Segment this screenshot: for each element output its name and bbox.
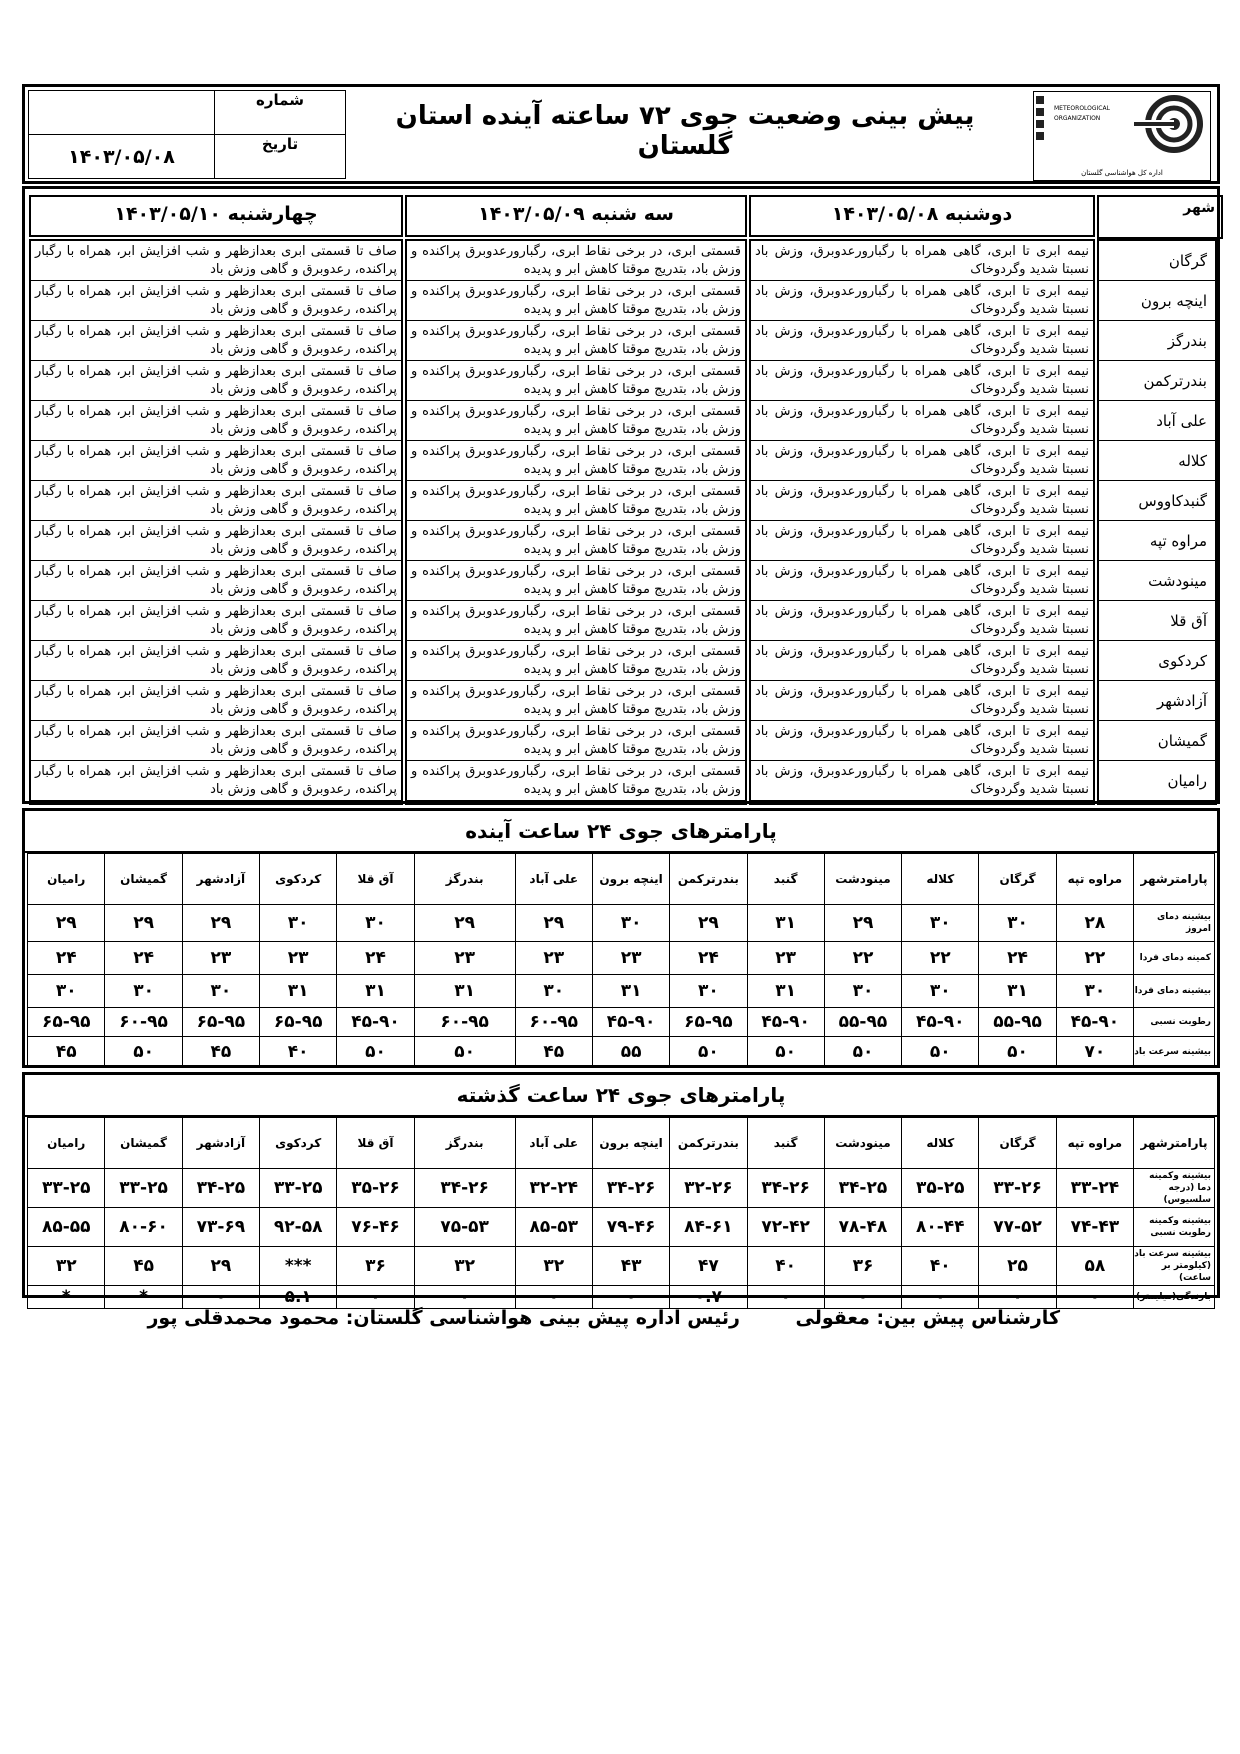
forecast-text: نیمه ابری تا ابری، گاهی همراه با رگبارورعدوبرق، وزش باد نسبتا شدید وگردوخاک bbox=[751, 321, 1093, 361]
forecast-text: نیمه ابری تا ابری، گاهی همراه با رگبارورعدوبرق، وزش باد نسبتا شدید وگردوخاک bbox=[751, 521, 1093, 561]
param-value: ۴۵ bbox=[105, 1247, 182, 1286]
param-value: ۳۰ bbox=[28, 975, 105, 1008]
param-value: ۲۴ bbox=[337, 942, 414, 975]
param-city-header: گمیشان bbox=[105, 854, 182, 905]
forecast-text: قسمتی ابری، در برخی نقاط ابری، رگبارورعدوبرق پراکنده و وزش باد، بتدریج موقتا کاهش ابر و پدیده bbox=[407, 721, 745, 761]
param-value: ۶۰-۹۵ bbox=[515, 1008, 592, 1037]
city-column bbox=[1097, 239, 1217, 805]
forecast-text: صاف تا قسمتی ابری بعدازظهر و شب افزایش ابر، همراه با رگبار پراکنده، رعدوبرق و گاهی وزش باد bbox=[31, 601, 401, 641]
param-value: ۰ bbox=[902, 1286, 979, 1309]
param-value: ۲۴ bbox=[979, 942, 1056, 975]
forecast-column-wednesday bbox=[29, 239, 403, 805]
organization-logo bbox=[1033, 91, 1211, 181]
param-value: ۳۰ bbox=[902, 905, 979, 942]
forecast-column-monday bbox=[749, 239, 1095, 805]
city-name: اینچه برون bbox=[1099, 281, 1215, 321]
param-value: ۷۴-۴۳ bbox=[1056, 1208, 1133, 1247]
forecast-text: قسمتی ابری، در برخی نقاط ابری، رگبارورعدوبرق پراکنده و وزش باد، بتدریج موقتا کاهش ابر و پدیده bbox=[407, 561, 745, 601]
param-row-label: بیشینه سرعت باد bbox=[1134, 1037, 1215, 1068]
param-value: ۶۵-۹۵ bbox=[182, 1008, 259, 1037]
chief-signature: رئیس اداره پیش بینی هواشناسی گلستان: محمود محمدقلی پور bbox=[147, 1307, 740, 1329]
past24-section bbox=[22, 1072, 1220, 1307]
param-row bbox=[28, 1169, 1215, 1208]
param-value: ۰ bbox=[515, 1286, 592, 1309]
param-value: ۹۲-۵۸ bbox=[260, 1208, 337, 1247]
forecast-text: صاف تا قسمتی ابری بعدازظهر و شب افزایش ابر، همراه با رگبار پراکنده، رعدوبرق و گاهی وزش باد bbox=[31, 561, 401, 601]
param-value: ۳۱ bbox=[337, 975, 414, 1008]
param-value: ۵۰ bbox=[747, 1037, 824, 1068]
param-value: ۷۲-۴۲ bbox=[747, 1208, 824, 1247]
param-value: ۲۲ bbox=[902, 942, 979, 975]
forecast-text: صاف تا قسمتی ابری بعدازظهر و شب افزایش ابر، همراه با رگبار پراکنده، رعدوبرق و گاهی وزش باد bbox=[31, 441, 401, 481]
param-value: ۴۰ bbox=[260, 1037, 337, 1068]
param-value: ۲۳ bbox=[747, 942, 824, 975]
forecast-text: نیمه ابری تا ابری، گاهی همراه با رگبارورعدوبرق، وزش باد نسبتا شدید وگردوخاک bbox=[751, 561, 1093, 601]
param-row bbox=[28, 1208, 1215, 1247]
param-value: ۷۹-۴۶ bbox=[592, 1208, 669, 1247]
param-row bbox=[28, 975, 1215, 1008]
param-row-label: بیشینه وکمینه دما (درجه سلسیوس) bbox=[1134, 1169, 1215, 1208]
forecast-text: قسمتی ابری، در برخی نقاط ابری، رگبارورعدوبرق پراکنده و وزش باد، بتدریج موقتا کاهش ابر و پدیده bbox=[407, 761, 745, 801]
param-value: ۲۴ bbox=[670, 942, 747, 975]
param-value: ۳۰ bbox=[182, 975, 259, 1008]
param-city-header: کلاله bbox=[902, 1118, 979, 1169]
param-city-header: مینودشت bbox=[824, 854, 901, 905]
city-name: گمیشان bbox=[1099, 721, 1215, 761]
param-value: ۳۱ bbox=[414, 975, 515, 1008]
param-value: ۴۵-۹۰ bbox=[1056, 1008, 1133, 1037]
param-value: ۳۴-۲۵ bbox=[182, 1169, 259, 1208]
param-value: ۵۰ bbox=[902, 1037, 979, 1068]
param-value: ۷۳-۶۹ bbox=[182, 1208, 259, 1247]
date-label: تاریخ bbox=[215, 135, 346, 179]
next24-table bbox=[27, 853, 1215, 1068]
param-value: ۳۶ bbox=[337, 1247, 414, 1286]
param-value: ۲۸ bbox=[1056, 905, 1133, 942]
param-city-header: گرگان bbox=[979, 854, 1056, 905]
param-city-header: گنبد bbox=[747, 854, 824, 905]
param-value: ۷۵-۵۳ bbox=[414, 1208, 515, 1247]
param-value: ۳۱ bbox=[260, 975, 337, 1008]
param-city-header: بندرترکمن bbox=[670, 1118, 747, 1169]
param-value: ۰ bbox=[337, 1286, 414, 1309]
param-value: ۴۵-۹۰ bbox=[592, 1008, 669, 1037]
forecast-text: صاف تا قسمتی ابری بعدازظهر و شب افزایش ابر، همراه با رگبار پراکنده، رعدوبرق و گاهی وزش باد bbox=[31, 361, 401, 401]
param-row-label: بیشینه دمای فردا bbox=[1134, 975, 1215, 1008]
city-name: آق قلا bbox=[1099, 601, 1215, 641]
forecast-text: صاف تا قسمتی ابری بعدازظهر و شب افزایش ابر، همراه با رگبار پراکنده، رعدوبرق و گاهی وزش باد bbox=[31, 321, 401, 361]
param-city-header: کردکوی bbox=[260, 1118, 337, 1169]
param-value: ۲۳ bbox=[515, 942, 592, 975]
param-value: ۰ bbox=[414, 1286, 515, 1309]
param-city-header: آزادشهر bbox=[182, 1118, 259, 1169]
param-city-header: علی آباد bbox=[515, 854, 592, 905]
param-value: ۲۳ bbox=[414, 942, 515, 975]
param-value: ۶۰-۹۵ bbox=[105, 1008, 182, 1037]
city-name: بندرگز bbox=[1099, 321, 1215, 361]
param-value: ۴۰ bbox=[902, 1247, 979, 1286]
forecast-text: نیمه ابری تا ابری، گاهی همراه با رگبارورعدوبرق، وزش باد نسبتا شدید وگردوخاک bbox=[751, 281, 1093, 321]
param-row bbox=[28, 942, 1215, 975]
param-value: ۰ bbox=[1056, 1286, 1133, 1309]
param-value: * bbox=[28, 1286, 105, 1309]
param-row-label: بیشینه سرعت باد (کیلومتر بر ساعت) bbox=[1134, 1247, 1215, 1286]
param-value: ۰ bbox=[747, 1286, 824, 1309]
param-value: ۲۹ bbox=[824, 905, 901, 942]
param-value: ۴۰ bbox=[747, 1247, 824, 1286]
forecast-text: صاف تا قسمتی ابری بعدازظهر و شب افزایش ابر، همراه با رگبار پراکنده، رعدوبرق و گاهی وزش باد bbox=[31, 521, 401, 561]
number-label: شماره bbox=[215, 91, 346, 135]
param-value: ۳۳-۲۵ bbox=[260, 1169, 337, 1208]
param-value: ۵۰ bbox=[414, 1037, 515, 1068]
forecast-text: صاف تا قسمتی ابری بعدازظهر و شب افزایش ابر، همراه با رگبار پراکنده، رعدوبرق و گاهی وزش باد bbox=[31, 241, 401, 281]
city-name: کردکوی bbox=[1099, 641, 1215, 681]
param-value: ۰ bbox=[979, 1286, 1056, 1309]
param-value: ۳۲ bbox=[28, 1247, 105, 1286]
param-value: ۳۲ bbox=[515, 1247, 592, 1286]
day-header-wednesday: چهارشنبه ۱۴۰۳/۰۵/۱۰ bbox=[29, 195, 403, 237]
param-value: ۲۴ bbox=[105, 942, 182, 975]
param-value: ۶۵-۹۵ bbox=[28, 1008, 105, 1037]
param-city-header: مراوه تپه bbox=[1056, 854, 1133, 905]
param-value: ۷۷-۵۲ bbox=[979, 1208, 1056, 1247]
param-value: ۵۰ bbox=[337, 1037, 414, 1068]
forecast-text: نیمه ابری تا ابری، گاهی همراه با رگبارورعدوبرق، وزش باد نسبتا شدید وگردوخاک bbox=[751, 361, 1093, 401]
param-value: ۳۰ bbox=[824, 975, 901, 1008]
param-row bbox=[28, 1008, 1215, 1037]
param-value: ۵۰ bbox=[824, 1037, 901, 1068]
forecast-text: نیمه ابری تا ابری، گاهی همراه با رگبارورعدوبرق، وزش باد نسبتا شدید وگردوخاک bbox=[751, 401, 1093, 441]
param-row bbox=[28, 1247, 1215, 1286]
param-city-header: مراوه تپه bbox=[1056, 1118, 1133, 1169]
param-value: ۴۵ bbox=[28, 1037, 105, 1068]
city-name: گرگان bbox=[1099, 241, 1215, 281]
param-value: ۷۸-۴۸ bbox=[824, 1208, 901, 1247]
param-value: ۳۳-۲۶ bbox=[979, 1169, 1056, 1208]
forecast-text: نیمه ابری تا ابری، گاهی همراه با رگبارورعدوبرق، وزش باد نسبتا شدید وگردوخاک bbox=[751, 601, 1093, 641]
next24-title: پارامترهای جوی ۲۴ ساعت آینده bbox=[25, 811, 1217, 853]
param-value: ۳۵-۲۵ bbox=[902, 1169, 979, 1208]
param-city-header: کردکوی bbox=[260, 854, 337, 905]
param-value: ۰ bbox=[182, 1286, 259, 1309]
forecast-text: قسمتی ابری، در برخی نقاط ابری، رگبارورعدوبرق پراکنده و وزش باد، بتدریج موقتا کاهش ابر و پدیده bbox=[407, 441, 745, 481]
forecast-text: قسمتی ابری، در برخی نقاط ابری، رگبارورعدوبرق پراکنده و وزش باد، بتدریج موقتا کاهش ابر و پدیده bbox=[407, 321, 745, 361]
forecaster-signature: کارشناس پیش بین: معقولی bbox=[795, 1307, 1060, 1329]
date-value: ۱۴۰۳/۰۵/۰۸ bbox=[29, 135, 215, 179]
city-column-header: شهر bbox=[1097, 195, 1223, 239]
svg-text:ORGANIZATION: ORGANIZATION bbox=[1054, 115, 1101, 122]
param-value: ۳۱ bbox=[747, 975, 824, 1008]
forecast-text: نیمه ابری تا ابری، گاهی همراه با رگبارورعدوبرق، وزش باد نسبتا شدید وگردوخاک bbox=[751, 721, 1093, 761]
param-value: ۳۰ bbox=[592, 905, 669, 942]
param-value: ۳۴-۲۶ bbox=[747, 1169, 824, 1208]
forecast-text: نیمه ابری تا ابری، گاهی همراه با رگبارورعدوبرق، وزش باد نسبتا شدید وگردوخاک bbox=[751, 241, 1093, 281]
meteorology-logo-icon bbox=[1034, 92, 1210, 162]
param-value: ۳۰ bbox=[105, 975, 182, 1008]
param-value: ۲۳ bbox=[260, 942, 337, 975]
param-value: ۷۰ bbox=[1056, 1037, 1133, 1068]
forecast-text: صاف تا قسمتی ابری بعدازظهر و شب افزایش ابر، همراه با رگبار پراکنده، رعدوبرق و گاهی وزش باد bbox=[31, 481, 401, 521]
param-value: ۲۳ bbox=[592, 942, 669, 975]
city-name: کلاله bbox=[1099, 441, 1215, 481]
param-row-label: رطوبت نسبی bbox=[1134, 1008, 1215, 1037]
param-value: ۴۵ bbox=[182, 1037, 259, 1068]
forecast-text: صاف تا قسمتی ابری بعدازظهر و شب افزایش ابر، همراه با رگبار پراکنده، رعدوبرق و گاهی وزش باد bbox=[31, 401, 401, 441]
param-city-header: علی آباد bbox=[515, 1118, 592, 1169]
param-value: *** bbox=[260, 1247, 337, 1286]
param-row bbox=[28, 1037, 1215, 1068]
param-city-header: اینچه برون bbox=[592, 854, 669, 905]
param-corner-header: پارامترشهر bbox=[1134, 854, 1215, 905]
header bbox=[22, 84, 1220, 184]
param-value: ۰.۷ bbox=[670, 1286, 747, 1309]
param-value: ۲۲ bbox=[824, 942, 901, 975]
param-row-label: بارندگی(میلیمتر) bbox=[1134, 1286, 1215, 1309]
param-value: ۲۲ bbox=[1056, 942, 1133, 975]
param-row-label: بیشینه دمای امروز bbox=[1134, 905, 1215, 942]
city-name: مراوه تپه bbox=[1099, 521, 1215, 561]
param-value: ۶۵-۹۵ bbox=[670, 1008, 747, 1037]
param-value: ۴۵-۹۰ bbox=[747, 1008, 824, 1037]
number-value bbox=[29, 91, 215, 135]
param-value: ۶۰-۹۵ bbox=[414, 1008, 515, 1037]
param-value: ۸۰-۶۰ bbox=[105, 1208, 182, 1247]
param-value: ۳۰ bbox=[670, 975, 747, 1008]
param-value: ۳۳-۲۵ bbox=[28, 1169, 105, 1208]
param-value: ۸۵-۵۵ bbox=[28, 1208, 105, 1247]
param-city-header: آق قلا bbox=[337, 854, 414, 905]
city-name: گنبدکاووس bbox=[1099, 481, 1215, 521]
param-city-header: آزادشهر bbox=[182, 854, 259, 905]
param-city-header: اینچه برون bbox=[592, 1118, 669, 1169]
param-city-header: بندرگز bbox=[414, 1118, 515, 1169]
footer bbox=[22, 1307, 1220, 1347]
svg-text:METEOROLOGICAL: METEOROLOGICAL bbox=[1054, 105, 1110, 112]
param-value: ۳۳-۲۴ bbox=[1056, 1169, 1133, 1208]
forecast-text: نیمه ابری تا ابری، گاهی همراه با رگبارورعدوبرق، وزش باد نسبتا شدید وگردوخاک bbox=[751, 641, 1093, 681]
forecast-text: صاف تا قسمتی ابری بعدازظهر و شب افزایش ابر، همراه با رگبار پراکنده، رعدوبرق و گاهی وزش باد bbox=[31, 281, 401, 321]
param-row-label: بیشینه وکمینه رطوبت نسبی bbox=[1134, 1208, 1215, 1247]
param-value: ۳۰ bbox=[902, 975, 979, 1008]
param-value: ۳۰ bbox=[1056, 975, 1133, 1008]
param-value: ۲۳ bbox=[182, 942, 259, 975]
forecast-text: صاف تا قسمتی ابری بعدازظهر و شب افزایش ابر، همراه با رگبار پراکنده، رعدوبرق و گاهی وزش باد bbox=[31, 681, 401, 721]
param-value: ۰ bbox=[824, 1286, 901, 1309]
param-value: ۲۴ bbox=[28, 942, 105, 975]
param-city-header: بندرترکمن bbox=[670, 854, 747, 905]
past24-title: پارامترهای جوی ۲۴ ساعت گذشته bbox=[25, 1075, 1217, 1117]
param-value: ۲۹ bbox=[670, 905, 747, 942]
forecast-text: قسمتی ابری، در برخی نقاط ابری، رگبارورعدوبرق پراکنده و وزش باد، بتدریج موقتا کاهش ابر و پدیده bbox=[407, 241, 745, 281]
param-value: ۳۰ bbox=[260, 905, 337, 942]
param-city-header: بندرگز bbox=[414, 854, 515, 905]
forecast-text: صاف تا قسمتی ابری بعدازظهر و شب افزایش ابر، همراه با رگبار پراکنده، رعدوبرق و گاهی وزش باد bbox=[31, 721, 401, 761]
param-value: ۳۶ bbox=[824, 1247, 901, 1286]
forecast-text: قسمتی ابری، در برخی نقاط ابری، رگبارورعدوبرق پراکنده و وزش باد، بتدریج موقتا کاهش ابر و پدیده bbox=[407, 361, 745, 401]
param-value: ۳۴-۲۶ bbox=[414, 1169, 515, 1208]
param-value: ۵۵ bbox=[592, 1037, 669, 1068]
day-header-monday: دوشنبه ۱۴۰۳/۰۵/۰۸ bbox=[749, 195, 1095, 237]
param-value: ۳۱ bbox=[747, 905, 824, 942]
param-value: ۳۲ bbox=[414, 1247, 515, 1286]
param-corner-header: پارامترشهر bbox=[1134, 1118, 1215, 1169]
param-value: ۲۹ bbox=[105, 905, 182, 942]
city-name: رامیان bbox=[1099, 761, 1215, 801]
param-value: ۵۵-۹۵ bbox=[979, 1008, 1056, 1037]
city-name: بندرترکمن bbox=[1099, 361, 1215, 401]
param-value: ۵۰ bbox=[670, 1037, 747, 1068]
param-row bbox=[28, 1286, 1215, 1309]
forecast-section bbox=[22, 186, 1220, 804]
param-value: ۷۶-۴۶ bbox=[337, 1208, 414, 1247]
param-value: ۳۰ bbox=[979, 905, 1056, 942]
forecast-text: قسمتی ابری، در برخی نقاط ابری، رگبارورعدوبرق پراکنده و وزش باد، بتدریج موقتا کاهش ابر و پدیده bbox=[407, 601, 745, 641]
param-city-header: مینودشت bbox=[824, 1118, 901, 1169]
param-city-header: رامیان bbox=[28, 1118, 105, 1169]
param-value: ۳۲-۲۶ bbox=[670, 1169, 747, 1208]
forecast-column-tuesday bbox=[405, 239, 747, 805]
next24-section bbox=[22, 808, 1220, 1068]
param-value: ۴۵-۹۰ bbox=[337, 1008, 414, 1037]
param-value: ۲۹ bbox=[28, 905, 105, 942]
param-value: ۵۰ bbox=[105, 1037, 182, 1068]
param-city-header: گرگان bbox=[979, 1118, 1056, 1169]
param-city-header: گمیشان bbox=[105, 1118, 182, 1169]
param-value: ۳۰ bbox=[337, 905, 414, 942]
param-value: ۲۵ bbox=[979, 1247, 1056, 1286]
param-value: * bbox=[105, 1286, 182, 1309]
forecast-text: قسمتی ابری، در برخی نقاط ابری، رگبارورعدوبرق پراکنده و وزش باد، بتدریج موقتا کاهش ابر و پدیده bbox=[407, 401, 745, 441]
param-row-label: کمینه دمای فردا bbox=[1134, 942, 1215, 975]
param-value: ۴۳ bbox=[592, 1247, 669, 1286]
forecast-text: نیمه ابری تا ابری، گاهی همراه با رگبارورعدوبرق، وزش باد نسبتا شدید وگردوخاک bbox=[751, 681, 1093, 721]
param-value: ۴۵-۹۰ bbox=[902, 1008, 979, 1037]
forecast-text: نیمه ابری تا ابری، گاهی همراه با رگبارورعدوبرق، وزش باد نسبتا شدید وگردوخاک bbox=[751, 761, 1093, 801]
param-city-header: آق قلا bbox=[337, 1118, 414, 1169]
param-value: ۳۲-۲۴ bbox=[515, 1169, 592, 1208]
forecast-text: قسمتی ابری، در برخی نقاط ابری، رگبارورعدوبرق پراکنده و وزش باد، بتدریج موقتا کاهش ابر و پدیده bbox=[407, 641, 745, 681]
param-value: ۲۹ bbox=[182, 1247, 259, 1286]
past24-table bbox=[27, 1117, 1215, 1309]
day-header-tuesday: سه شنبه ۱۴۰۳/۰۵/۰۹ bbox=[405, 195, 747, 237]
param-value: ۳۴-۲۶ bbox=[592, 1169, 669, 1208]
city-name: مینودشت bbox=[1099, 561, 1215, 601]
forecast-text: صاف تا قسمتی ابری بعدازظهر و شب افزایش ابر، همراه با رگبار پراکنده، رعدوبرق و گاهی وزش باد bbox=[31, 641, 401, 681]
forecast-text: قسمتی ابری، در برخی نقاط ابری، رگبارورعدوبرق پراکنده و وزش باد، بتدریج موقتا کاهش ابر و پدیده bbox=[407, 481, 745, 521]
param-value: ۶۵-۹۵ bbox=[260, 1008, 337, 1037]
param-value: ۲۹ bbox=[515, 905, 592, 942]
param-value: ۲۹ bbox=[414, 905, 515, 942]
param-value: ۰ bbox=[592, 1286, 669, 1309]
forecast-text: قسمتی ابری، در برخی نقاط ابری، رگبارورعدوبرق پراکنده و وزش باد، بتدریج موقتا کاهش ابر و پدیده bbox=[407, 521, 745, 561]
param-city-header: رامیان bbox=[28, 854, 105, 905]
param-value: ۲۹ bbox=[182, 905, 259, 942]
city-name: آزادشهر bbox=[1099, 681, 1215, 721]
param-row bbox=[28, 905, 1215, 942]
forecast-text: قسمتی ابری، در برخی نقاط ابری، رگبارورعدوبرق پراکنده و وزش باد، بتدریج موقتا کاهش ابر و پدیده bbox=[407, 281, 745, 321]
param-value: ۳۱ bbox=[592, 975, 669, 1008]
param-value: ۳۵-۲۶ bbox=[337, 1169, 414, 1208]
param-value: ۸۵-۵۳ bbox=[515, 1208, 592, 1247]
forecast-text: صاف تا قسمتی ابری بعدازظهر و شب افزایش ابر، همراه با رگبار پراکنده، رعدوبرق و گاهی وزش باد bbox=[31, 761, 401, 801]
param-city-header: کلاله bbox=[902, 854, 979, 905]
param-value: ۵۸ bbox=[1056, 1247, 1133, 1286]
page-title: پیش بینی وضعیت جوی ۷۲ ساعته آینده استان گلستان bbox=[395, 101, 975, 161]
param-value: ۸۰-۴۴ bbox=[902, 1208, 979, 1247]
param-value: ۴۵ bbox=[515, 1037, 592, 1068]
param-value: ۳۳-۲۵ bbox=[105, 1169, 182, 1208]
forecast-text: نیمه ابری تا ابری، گاهی همراه با رگبارورعدوبرق، وزش باد نسبتا شدید وگردوخاک bbox=[751, 441, 1093, 481]
param-city-header: گنبد bbox=[747, 1118, 824, 1169]
param-value: ۸۴-۶۱ bbox=[670, 1208, 747, 1247]
forecast-text: نیمه ابری تا ابری، گاهی همراه با رگبارورعدوبرق، وزش باد نسبتا شدید وگردوخاک bbox=[751, 481, 1093, 521]
param-value: ۳۴-۲۵ bbox=[824, 1169, 901, 1208]
meta-table bbox=[28, 90, 346, 179]
param-value: ۳۰ bbox=[515, 975, 592, 1008]
forecast-text: قسمتی ابری، در برخی نقاط ابری، رگبارورعدوبرق پراکنده و وزش باد، بتدریج موقتا کاهش ابر و پدیده bbox=[407, 681, 745, 721]
param-value: ۴۷ bbox=[670, 1247, 747, 1286]
param-value: ۵.۱ bbox=[260, 1286, 337, 1309]
param-value: ۵۰ bbox=[979, 1037, 1056, 1068]
param-value: ۵۵-۹۵ bbox=[824, 1008, 901, 1037]
city-name: علی آباد bbox=[1099, 401, 1215, 441]
logo-caption: اداره کل هواشناسی گلستان bbox=[1081, 169, 1163, 177]
param-value: ۳۱ bbox=[979, 975, 1056, 1008]
